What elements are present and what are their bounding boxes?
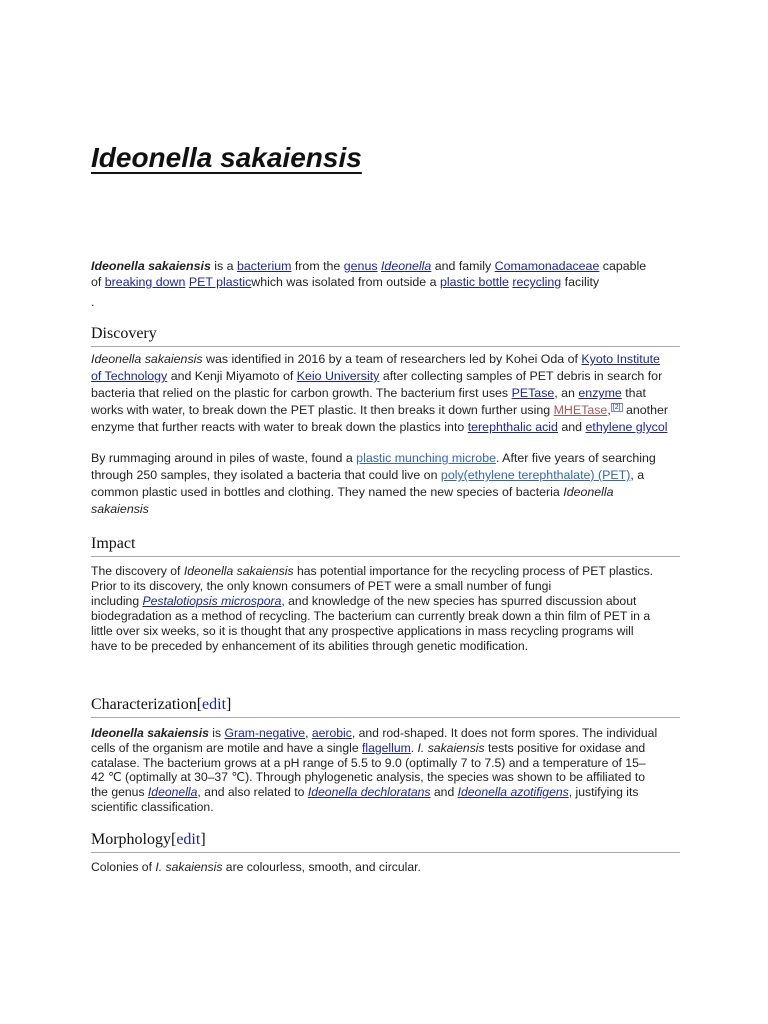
line — [91, 785, 657, 800]
line — [91, 726, 657, 741]
text: including — [91, 594, 143, 608]
text: , and rod-shaped. It does not form spores. The individual — [351, 726, 658, 740]
link-aerobic[interactable]: aerobic — [311, 726, 352, 740]
link-pet[interactable]: poly(ethylene terephthalate) (PET) — [440, 468, 631, 482]
section-heading-morphology — [91, 831, 680, 853]
link-ideonella-dechloratans[interactable]: Ideonella dechloratans — [307, 785, 431, 800]
text: common plastic used in bottles and clothing. They named the new species of bacteria — [91, 485, 564, 499]
line — [91, 351, 668, 367]
section-heading-characterization — [91, 696, 680, 718]
heading-text: Impact — [91, 535, 136, 552]
text: and — [557, 420, 586, 434]
text: has potential importance for the recycling process of PET plastics. — [293, 564, 654, 578]
text: was identified in 2016 by a team of researchers led by Kohei Oda of — [202, 352, 582, 366]
line — [91, 402, 668, 418]
text: capable — [599, 259, 647, 273]
species-name: sakaiensis — [91, 502, 149, 516]
text: of — [91, 275, 105, 289]
line: biodegradation as a method of recycling. The bacterium can currently break down a thin film of PET in a — [91, 609, 651, 623]
link-enzyme[interactable]: enzyme — [578, 386, 622, 400]
line — [91, 741, 657, 756]
section-heading-impact — [91, 535, 680, 557]
link-petase[interactable]: PETase — [511, 386, 555, 400]
intro-line-3: . — [91, 295, 95, 309]
text: By rummaging around in piles of waste, found a — [91, 451, 357, 465]
text: which was isolated from outside a — [251, 275, 440, 289]
edit-link[interactable]: edit — [202, 696, 227, 713]
line — [91, 467, 656, 483]
line — [91, 484, 656, 500]
morphology-paragraph — [91, 860, 421, 875]
link-recycling[interactable]: recycling — [512, 275, 562, 289]
text: cells of the organism are motile and have a single — [91, 740, 362, 755]
impact-paragraph — [91, 564, 653, 654]
link-ideonella-genus[interactable]: Ideonella — [147, 785, 198, 800]
text: are colourless, smooth, and circular. — [222, 860, 421, 874]
text: , and knowledge of the new species has spurred discussion about — [281, 594, 637, 608]
text: , a — [630, 468, 645, 482]
text: from the — [291, 259, 344, 273]
link-ethylene-glycol[interactable]: ethylene glycol — [585, 420, 668, 434]
text: . After five years of searching — [495, 451, 656, 465]
line — [91, 385, 668, 401]
text: facility — [561, 275, 600, 289]
intro-paragraph — [91, 258, 646, 310]
text: Colonies of — [91, 860, 156, 874]
text: , an — [554, 386, 579, 400]
text: and Kenji Miyamoto of — [167, 369, 297, 383]
discovery-paragraph-2 — [91, 450, 656, 517]
text: that — [621, 386, 646, 400]
text: is a — [210, 259, 238, 273]
line: scientific classification. — [91, 799, 214, 814]
link-gram-negative[interactable]: Gram-negative — [224, 726, 306, 740]
text: works with water, to break down the PET plastic. It then breaks it down further using — [91, 403, 554, 417]
heading-text: Morphology — [91, 831, 171, 848]
section-heading-discovery — [91, 325, 680, 347]
text: another — [622, 403, 669, 417]
page-title: Ideonella sakaiensis — [91, 142, 362, 173]
link-plastic-munching-microbe[interactable]: plastic munching microbe — [356, 451, 496, 465]
text: The discovery of — [91, 564, 184, 578]
text: the genus — [91, 785, 148, 800]
species-name: I. sakaiensis — [155, 860, 223, 874]
line — [91, 564, 653, 579]
text: after collecting samples of PET debris in search for — [379, 369, 663, 383]
text: tests positive for oxidase and — [484, 740, 646, 755]
discovery-paragraph-1 — [91, 351, 668, 435]
text: , and also related to — [197, 785, 308, 800]
link-breaking-down[interactable]: breaking down — [104, 275, 186, 289]
text: , — [607, 403, 611, 417]
species-name: I. sakaiensis — [417, 740, 485, 755]
link-pestalotiopsis[interactable]: Pestalotiopsis microspora — [142, 594, 282, 608]
link-flagellum[interactable]: flagellum — [361, 740, 411, 755]
text: through 250 samples, they isolated a bacteria that could live on — [91, 468, 441, 482]
line: catalase. The bacterium grows at a pH range of 5.5 to 9.0 (optimally 7 to 7.5) and a temperature of 15– — [91, 755, 646, 770]
link-ideonella[interactable]: Ideonella — [380, 259, 432, 273]
line: Prior to its discovery, the only known consumers of PET were a small number of fungi — [91, 579, 552, 593]
line — [91, 450, 656, 466]
edit-link[interactable]: edit — [176, 831, 201, 848]
link-kyoto-institute[interactable]: Kyoto Institute — [581, 352, 660, 366]
species-name: Ideonella sakaiensis — [91, 259, 211, 273]
line: little over six weeks, so it is thought that any prospective applications in mass recycling programs will — [91, 624, 634, 638]
edit-bracket: [ — [196, 696, 203, 713]
edit-bracket: ] — [226, 696, 232, 713]
link-terephthalic-acid[interactable]: terephthalic acid — [467, 420, 558, 434]
link-plastic-bottle[interactable]: plastic bottle — [439, 275, 509, 289]
line: have to be preceded by enhancement of its abilities through genetic modification. — [91, 639, 528, 653]
text: and family — [431, 259, 495, 273]
edit-bracket: [ — [171, 831, 177, 848]
text: is — [208, 726, 225, 740]
text: enzyme that further reacts with water to break down the plastics into — [91, 420, 468, 434]
heading-text: Discovery — [91, 325, 157, 342]
link-ideonella-azotifigens[interactable]: Ideonella azotifigens — [457, 785, 569, 800]
link-genus[interactable]: genus — [343, 259, 378, 273]
intro-line-2 — [91, 274, 646, 290]
edit-bracket: ] — [200, 831, 206, 848]
link-kyoto-institute-cont[interactable]: of Technology — [91, 369, 168, 383]
line — [91, 368, 668, 384]
heading-text: Characterization — [91, 696, 197, 713]
intro-line-1 — [91, 258, 646, 274]
link-keio-university[interactable]: Keio University — [296, 369, 380, 383]
text: , justifying its — [568, 785, 639, 800]
species-name: Ideonella sakaiensis — [183, 564, 294, 578]
line — [91, 860, 421, 875]
line — [91, 594, 653, 609]
line: 42 ℃ (optimally at 30–37 ℃). Through phylogenetic analysis, the species was shown to be affiliated to — [91, 770, 646, 785]
link-comamonadaceae[interactable]: Comamonadaceae — [494, 259, 600, 273]
text: bacteria that relied on the plastic for carbon growth. The bacterium first uses — [91, 386, 512, 400]
text: . — [410, 740, 418, 755]
link-bacterium[interactable]: bacterium — [237, 259, 292, 273]
species-name: Ideonella sakaiensis — [91, 726, 209, 740]
link-pet-plastic[interactable]: PET plastic — [188, 275, 252, 289]
species-name: Ideonella — [563, 485, 614, 499]
line — [91, 419, 668, 435]
citation-ref[interactable]: [2] — [612, 403, 621, 411]
characterization-paragraph — [91, 726, 657, 815]
species-name: Ideonella sakaiensis — [91, 352, 203, 366]
text: , — [305, 726, 312, 740]
text: and — [430, 785, 458, 800]
link-mhetase[interactable]: MHETase — [553, 403, 608, 417]
